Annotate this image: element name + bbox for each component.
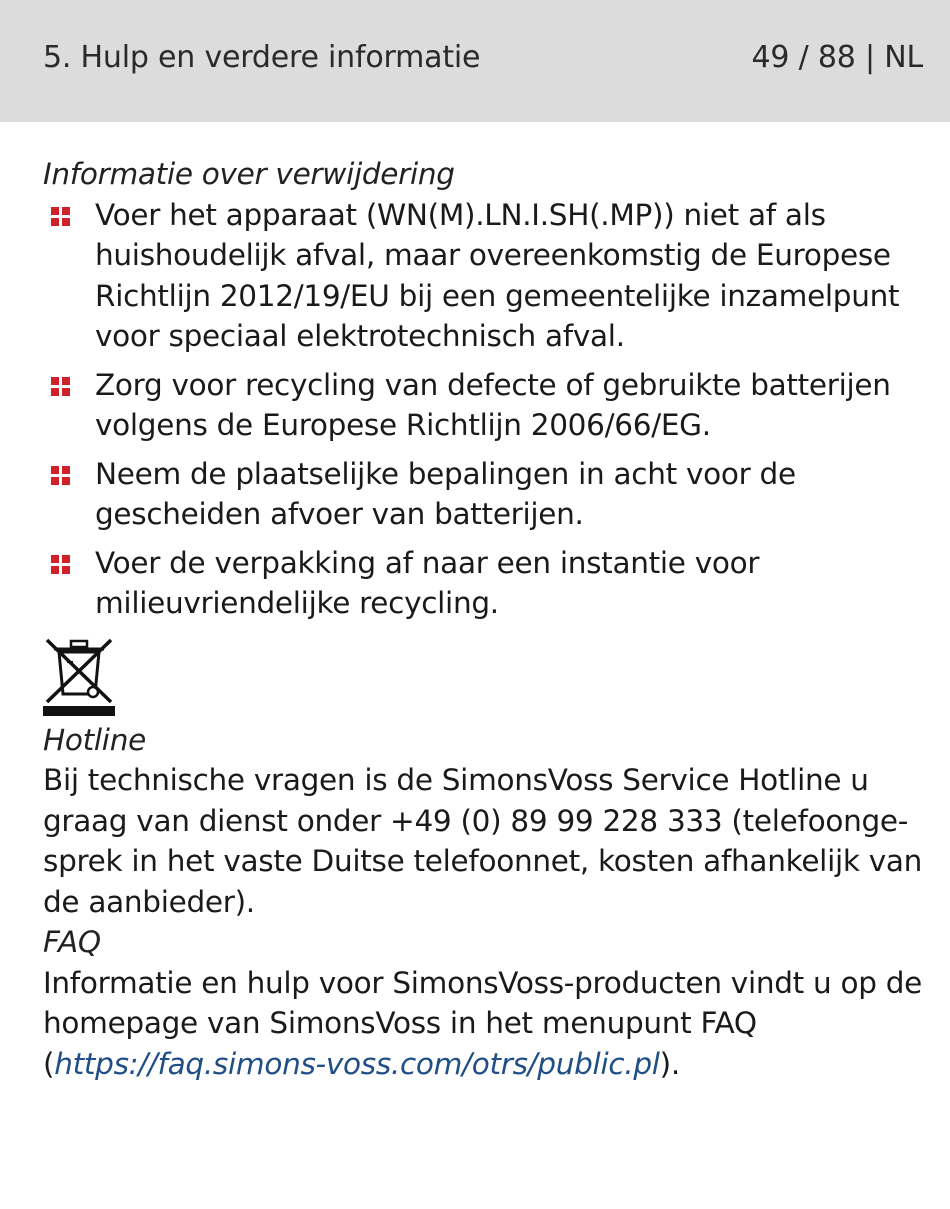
hotline-heading: Hotline — [43, 722, 146, 757]
hotline-text: Bij technische vragen is de SimonsVoss Service Hotline u graag van dienst onder +49 (0) 89 99 228 333 (telefoonge-sprek in het vaste Duitse telefoonnet, kosten afhankelijk van de aanbieder). — [43, 763, 923, 919]
faq-text — [43, 963, 923, 1085]
list-item-text: Voer het apparaat (WN(M).LN.I.SH(.MP)) niet af als huishoudelijk afval, maar overeenkomstig de Europese Richtlijn 2012/19/EU bij een gemeentelijke inzamelpunt voor speciaal elektrotechnisch afval. — [95, 197, 900, 353]
page-content — [43, 154, 923, 1084]
list-item — [43, 195, 923, 357]
faq-text-after: ). — [659, 1046, 680, 1081]
list-item — [43, 454, 923, 535]
list-item — [43, 365, 923, 446]
bullet-icon — [51, 377, 71, 397]
bullet-icon — [51, 466, 71, 486]
weee-bin-icon — [43, 632, 115, 716]
faq-heading: FAQ — [43, 925, 101, 959]
faq-text-before: Informatie en hulp voor SimonsVoss-producten vindt u op de homepage van SimonsVoss in het menupunt FAQ ( — [43, 965, 923, 1081]
list-item-text: Voer de verpakking af naar een instantie voor milieuvriendelijke recycling. — [95, 545, 760, 620]
list-item-text: Neem de plaatselijke bepalingen in acht voor de gescheiden afvoer van batterijen. — [95, 456, 796, 531]
list-item-text: Zorg voor recycling van defecte of gebruikte batterijen volgens de Europese Richtlijn 2006/66/EG. — [95, 367, 891, 442]
bullet-icon — [51, 555, 71, 575]
disposal-heading: Informatie over verwijdering — [43, 157, 455, 191]
disposal-list — [43, 195, 923, 624]
bullet-icon — [51, 207, 71, 227]
page-number: 49 / 88 | NL — [751, 40, 923, 75]
chapter-title: 5. Hulp en verdere informatie — [43, 40, 481, 75]
page-header — [0, 0, 950, 122]
faq-link[interactable]: https://faq.simons-voss.com/otrs/public.pl — [54, 1046, 660, 1081]
list-item — [43, 543, 923, 624]
